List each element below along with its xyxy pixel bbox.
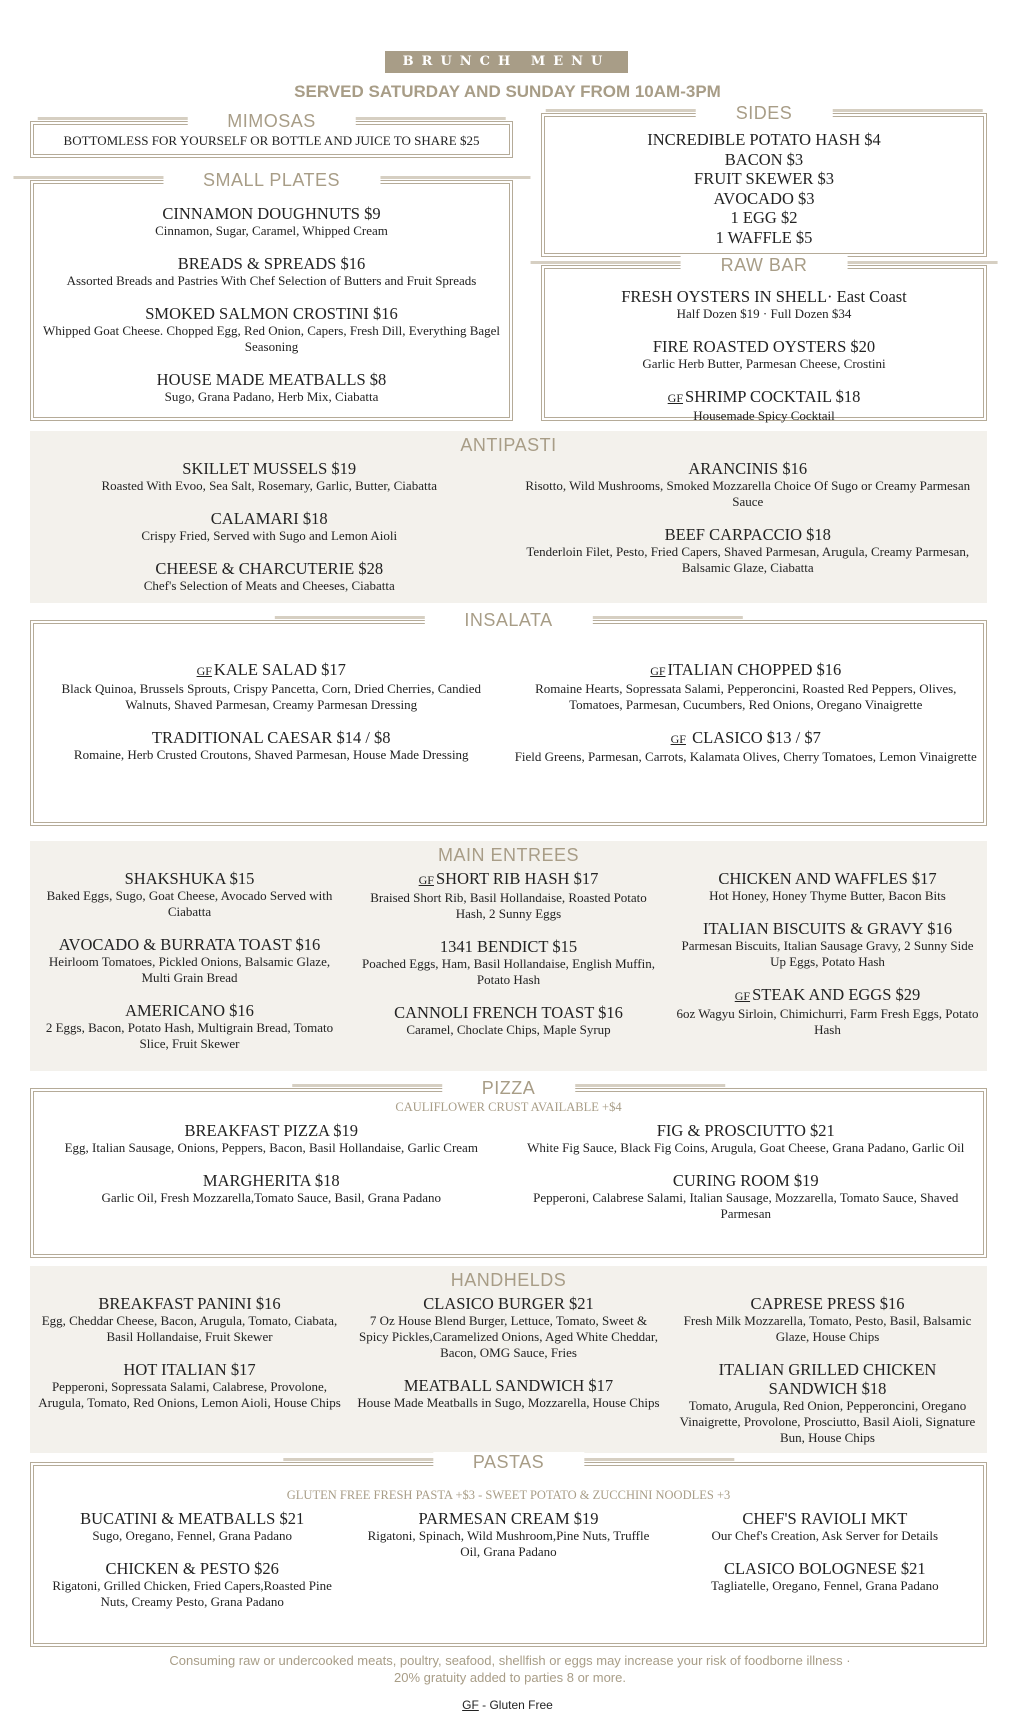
item-title bbox=[515, 525, 982, 544]
item-description: Roasted With Evoo, Sea Salt, Rosemary, Garlic, Butter, Ciabatta bbox=[101, 478, 437, 493]
item-description: Risotto, Wild Mushrooms, Smoked Mozzarella Choice Of Sugo or Creamy Parmesan Sauce bbox=[525, 478, 971, 509]
item-name: FIG & PROSCIUTTO $21 bbox=[656, 1121, 835, 1140]
section-insalata bbox=[30, 610, 987, 826]
item-name: CLASICO BOLOGNESE $21 bbox=[723, 1559, 926, 1578]
menu-columns bbox=[545, 287, 983, 439]
section-pastas bbox=[30, 1452, 987, 1647]
item-description: Romaine Hearts, Sopressata Salami, Pepperoncini, Roasted Red Peppers, Olives, Tomatoes, Parmesan, Cucumbers, Red Onions, Oregano Vinaigrette bbox=[535, 681, 957, 712]
item-title bbox=[551, 387, 977, 408]
served-hours: SERVED SATURDAY AND SUNDAY FROM 10AM-3PM bbox=[294, 82, 721, 101]
item-name: CINNAMON DOUGHNUTS $9 bbox=[162, 204, 381, 223]
item-title bbox=[515, 1171, 978, 1190]
gf-mark: GF bbox=[462, 1698, 479, 1712]
item-description: Assorted Breads and Pastries With Chef Selection of Butters and Fruit Spreads bbox=[66, 273, 477, 288]
section-handhelds bbox=[30, 1266, 987, 1453]
menu-item bbox=[356, 1509, 660, 1560]
section-title: ANTIPASTI bbox=[460, 435, 557, 455]
item-description: Field Greens, Parmesan, Carrots, Kalamata Olives, Cherry Tomatoes, Lemon Vinaigrette bbox=[514, 749, 977, 764]
section-title: SMALL PLATES bbox=[163, 170, 380, 190]
item-title bbox=[36, 935, 343, 954]
side-item: INCREDIBLE POTATO HASH $4 bbox=[647, 130, 881, 149]
menu-item bbox=[40, 370, 503, 405]
mimosas-text: BOTTOMLESS FOR YOURSELF OR BOTTLE AND JUICE TO SHARE $25 bbox=[63, 133, 480, 148]
menu-item bbox=[674, 985, 981, 1038]
menu-item bbox=[515, 525, 982, 576]
item-name: FRESH OYSTERS IN SHELL· East Coast bbox=[621, 287, 907, 306]
side-item: 1 WAFFLE $5 bbox=[715, 227, 813, 247]
item-title bbox=[40, 370, 503, 389]
foodborne-warning: Consuming raw or undercooked meats, poultry, seafood, shellfish or eggs may increase your risk of foodborne illness · bbox=[169, 1653, 851, 1668]
side-item: AVOCADO $3 bbox=[713, 188, 815, 208]
item-name: PARMESAN CREAM $19 bbox=[418, 1509, 599, 1528]
gluten-free-mark: GF bbox=[667, 391, 684, 405]
section-title: MIMOSAS bbox=[187, 111, 356, 131]
item-title bbox=[36, 869, 343, 888]
item-name: CANNOLI FRENCH TOAST $16 bbox=[394, 1003, 623, 1022]
section-main-entrees bbox=[30, 841, 987, 1071]
item-title bbox=[674, 985, 981, 1006]
gf-legend-text: - Gluten Free bbox=[478, 1698, 553, 1712]
item-name: MARGHERITA $18 bbox=[202, 1171, 340, 1190]
item-title bbox=[674, 1360, 981, 1398]
section-title: PASTAS bbox=[433, 1452, 584, 1472]
item-name: BEEF CARPACCIO $18 bbox=[664, 525, 831, 544]
item-description: Half Dozen $19 · Full Dozen $34 bbox=[676, 306, 852, 321]
item-description: Black Quinoa, Brussels Sprouts, Crispy Pancetta, Corn, Dried Cherries, Candied Walnuts, Shaved Parmesan, Creamy Parmesan Dressing bbox=[61, 681, 482, 712]
menu-columns bbox=[34, 1509, 983, 1625]
menu-item bbox=[673, 1509, 977, 1544]
section-sides bbox=[541, 103, 987, 257]
item-name: CHEF'S RAVIOLI MKT bbox=[742, 1509, 908, 1528]
section-title: MAIN ENTREES bbox=[437, 845, 580, 865]
item-description: Our Chef's Creation, Ask Server for Details bbox=[711, 1528, 939, 1543]
section-title: RAW BAR bbox=[681, 255, 848, 275]
menu-item bbox=[355, 869, 662, 922]
item-name: HOUSE MADE MEATBALLS $8 bbox=[156, 370, 387, 389]
menu-column bbox=[34, 204, 509, 420]
item-description: Chef's Selection of Meats and Cheeses, Ciabatta bbox=[143, 578, 395, 593]
item-description: White Fig Sauce, Black Fig Coins, Arugula, Goat Cheese, Grana Padano, Garlic Oil bbox=[527, 1140, 965, 1155]
menu-item bbox=[36, 1294, 343, 1345]
item-title bbox=[36, 459, 503, 478]
item-title bbox=[40, 1509, 344, 1528]
item-name: KALE SALAD $17 bbox=[213, 660, 346, 679]
menu-item bbox=[40, 1121, 503, 1156]
item-name: CLASICO BURGER $21 bbox=[423, 1294, 594, 1313]
item-description: Rigatoni, Spinach, Wild Mushroom,Pine Nuts, Truffle Oil, Grana Padano bbox=[367, 1528, 650, 1559]
item-name: FIRE ROASTED OYSTERS $20 bbox=[652, 337, 876, 356]
item-name: CHICKEN & PESTO $26 bbox=[105, 1559, 279, 1578]
item-name: BREAKFAST PIZZA $19 bbox=[184, 1121, 359, 1140]
brunch-menu-banner: BRUNCH MENU bbox=[385, 51, 628, 73]
item-name: ITALIAN CHOPPED $16 bbox=[667, 660, 842, 679]
gluten-free-mark: GF bbox=[196, 664, 212, 678]
menu-column bbox=[349, 869, 668, 1067]
menu-column bbox=[34, 1121, 509, 1237]
gluten-free-mark: GF bbox=[650, 664, 666, 678]
menu-item bbox=[355, 1294, 662, 1361]
item-title bbox=[515, 459, 982, 478]
section-small-plates bbox=[30, 170, 513, 421]
menu-item bbox=[40, 204, 503, 239]
menu-item bbox=[355, 937, 662, 988]
item-title bbox=[40, 254, 503, 273]
item-name: HOT ITALIAN $17 bbox=[123, 1360, 256, 1379]
menu-item bbox=[40, 728, 503, 763]
menu-item bbox=[36, 459, 503, 494]
item-description: Pepperoni, Calabrese Salami, Italian Sausage, Mozzarella, Tomato Sauce, Shaved Parmesan bbox=[533, 1190, 959, 1221]
item-description: Fresh Milk Mozzarella, Tomato, Pesto, Basil, Balsamic Glaze, House Chips bbox=[683, 1313, 972, 1344]
section-title: INSALATA bbox=[424, 610, 592, 630]
menu-item bbox=[40, 1171, 503, 1206]
item-name: CALAMARI $18 bbox=[210, 509, 328, 528]
item-name: TRADITIONAL CAESAR $14 / $8 bbox=[151, 728, 391, 747]
item-name: SMOKED SALMON CROSTINI $16 bbox=[145, 304, 398, 323]
section-raw-bar bbox=[541, 255, 987, 423]
item-title bbox=[551, 337, 977, 356]
menu-column bbox=[509, 459, 988, 609]
menu-item bbox=[673, 1559, 977, 1594]
item-description: Poached Eggs, Ham, Basil Hollandaise, English Muffin, Potato Hash bbox=[362, 956, 655, 987]
item-title bbox=[40, 660, 503, 681]
menu-item bbox=[36, 509, 503, 544]
item-title bbox=[674, 869, 981, 888]
item-description: 6oz Wagyu Sirloin, Chimichurri, Farm Fresh Eggs, Potato Hash bbox=[676, 1006, 979, 1037]
item-title bbox=[355, 1376, 662, 1395]
item-description: Baked Eggs, Sugo, Goat Cheese, Avocado Served with Ciabatta bbox=[46, 888, 333, 919]
menu-item bbox=[40, 1559, 344, 1610]
menu-column bbox=[668, 1294, 987, 1461]
item-name: MEATBALL SANDWICH $17 bbox=[403, 1376, 614, 1395]
item-title bbox=[674, 1294, 981, 1313]
item-title bbox=[36, 1294, 343, 1313]
item-name: CURING ROOM $19 bbox=[672, 1171, 819, 1190]
item-description: Caramel, Choclate Chips, Maple Syrup bbox=[406, 1022, 611, 1037]
item-description: Tagliatelle, Oregano, Fennel, Grana Padano bbox=[711, 1578, 939, 1593]
menu-item bbox=[515, 728, 978, 765]
item-description: Romaine, Herb Crusted Croutons, Shaved Parmesan, House Made Dressing bbox=[73, 747, 469, 762]
footer bbox=[40, 1652, 980, 1686]
section-title: SIDES bbox=[696, 103, 833, 123]
item-name: BREAKFAST PANINI $16 bbox=[98, 1294, 281, 1313]
menu-columns bbox=[34, 1121, 983, 1237]
item-name: BUCATINI & MEATBALLS $21 bbox=[80, 1509, 305, 1528]
menu-item bbox=[40, 304, 503, 355]
menu-column bbox=[350, 1509, 666, 1625]
item-name: CAPRESE PRESS $16 bbox=[750, 1294, 905, 1313]
menu-item bbox=[551, 287, 977, 322]
item-title bbox=[673, 1509, 977, 1528]
gratuity-note: 20% gratuity added to parties 8 or more. bbox=[394, 1670, 626, 1685]
item-title bbox=[355, 1003, 662, 1022]
item-description: Egg, Cheddar Cheese, Bacon, Arugula, Tomato, Ciabata, Basil Hollandaise, Fruit Skewer bbox=[41, 1313, 338, 1344]
menu-item bbox=[36, 1360, 343, 1411]
item-name: STEAK AND EGGS $29 bbox=[752, 985, 921, 1004]
menu-column bbox=[30, 869, 349, 1067]
item-description: House Made Meatballs in Sugo, Mozzarella, House Chips bbox=[357, 1395, 660, 1410]
item-description: Whipped Goat Cheese. Chopped Egg, Red Onion, Capers, Fresh Dill, Everything Bagel Seasoning bbox=[42, 323, 501, 354]
menu-item bbox=[674, 919, 981, 970]
menu-column bbox=[509, 1121, 984, 1237]
item-description: Egg, Italian Sausage, Onions, Peppers, Bacon, Basil Hollandaise, Garlic Cream bbox=[64, 1140, 478, 1155]
item-title bbox=[355, 1294, 662, 1313]
menu-item bbox=[551, 337, 977, 372]
gluten-free-mark: GF bbox=[670, 732, 686, 746]
menu-item bbox=[551, 387, 977, 424]
item-name: CLASICO $13 / $7 bbox=[687, 728, 821, 747]
item-description: 2 Eggs, Bacon, Potato Hash, Multigrain Bread, Tomato Slice, Fruit Skewer bbox=[45, 1020, 334, 1051]
item-description: Cinnamon, Sugar, Caramel, Whipped Cream bbox=[155, 223, 388, 238]
item-description: Tomato, Arugula, Red Onion, Pepperoncini, Oregano Vinaigrette, Provolone, Prosciutto, Basil Aioli, Signature Bun, House Chips bbox=[679, 1398, 976, 1445]
menu-column bbox=[34, 660, 509, 780]
item-name: SHRIMP COCKTAIL $18 bbox=[685, 387, 861, 406]
item-name: AMERICANO $16 bbox=[125, 1001, 254, 1020]
menu-item bbox=[674, 1360, 981, 1446]
menu-column bbox=[34, 1509, 350, 1625]
menu-item bbox=[40, 254, 503, 289]
item-description: Crispy Fried, Served with Sugo and Lemon Aioli bbox=[141, 528, 398, 543]
menu-item bbox=[36, 935, 343, 986]
item-description: Rigatoni, Grilled Chicken, Fried Capers,Roasted Pine Nuts, Creamy Pesto, Grana Padano bbox=[52, 1578, 332, 1609]
gf-legend bbox=[0, 1698, 1015, 1712]
menu-item bbox=[674, 1294, 981, 1345]
menu-item bbox=[36, 1001, 343, 1052]
menu-columns bbox=[30, 1294, 987, 1461]
menu-item bbox=[515, 660, 978, 713]
item-title bbox=[674, 919, 981, 938]
item-name: SHORT RIB HASH $17 bbox=[435, 869, 599, 888]
menu-columns bbox=[30, 459, 987, 609]
menu-columns bbox=[34, 660, 983, 780]
menu-item bbox=[40, 1509, 344, 1544]
item-title bbox=[355, 937, 662, 956]
menu-item bbox=[515, 1121, 978, 1156]
item-title bbox=[36, 1360, 343, 1379]
item-description: Hot Honey, Honey Thyme Butter, Bacon Bits bbox=[709, 888, 946, 903]
menu-column bbox=[30, 1294, 349, 1461]
item-description: 7 Oz House Blend Burger, Lettuce, Tomato, Sweet & Spicy Pickles,Caramelized Onions, Aged White Cheddar, Bacon, OMG Sauce, Fries bbox=[359, 1313, 658, 1360]
menu-item bbox=[36, 869, 343, 920]
side-item: 1 EGG $2 bbox=[730, 208, 798, 227]
item-description: Pepperoni, Sopressata Salami, Calabrese, Provolone, Arugula, Tomato, Red Onions, Lemon Aioli, House Chips bbox=[38, 1379, 341, 1410]
section-subtitle: GLUTEN FREE FRESH PASTA +$3 - SWEET POTATO & ZUCCHINI NOODLES +3 bbox=[286, 1488, 731, 1502]
item-description: Garlic Oil, Fresh Mozzarella,Tomato Sauce, Basil, Grana Padano bbox=[101, 1190, 441, 1205]
item-name: ITALIAN BISCUITS & GRAVY $16 bbox=[703, 919, 952, 938]
item-description: Tenderloin Filet, Pesto, Fried Capers, Shaved Parmesan, Arugula, Creamy Parmesan, Balsamic Glaze, Ciabatta bbox=[526, 544, 970, 575]
item-name: BREADS & SPREADS $16 bbox=[177, 254, 366, 273]
item-title bbox=[515, 660, 978, 681]
gluten-free-mark: GF bbox=[418, 873, 434, 887]
item-title bbox=[40, 1171, 503, 1190]
item-title bbox=[40, 1121, 503, 1140]
section-title: PIZZA bbox=[442, 1078, 576, 1098]
item-name: 1341 BENDICT $15 bbox=[439, 937, 578, 956]
gluten-free-mark: GF bbox=[734, 989, 751, 1003]
menu-column bbox=[349, 1294, 668, 1461]
item-title bbox=[40, 204, 503, 223]
item-title bbox=[40, 728, 503, 747]
item-description: Sugo, Oregano, Fennel, Grana Padano bbox=[92, 1528, 292, 1543]
item-title bbox=[355, 869, 662, 890]
item-name: AVOCADO & BURRATA TOAST $16 bbox=[58, 935, 321, 954]
item-title bbox=[40, 304, 503, 323]
menu-columns bbox=[34, 204, 509, 420]
item-description: Parmesan Biscuits, Italian Sausage Gravy, 2 Sunny Side Up Eggs, Potato Hash bbox=[681, 938, 974, 969]
item-title bbox=[36, 509, 503, 528]
item-title bbox=[36, 1001, 343, 1020]
section-mimosas bbox=[30, 111, 513, 158]
item-name: CHICKEN AND WAFFLES $17 bbox=[718, 869, 937, 888]
item-name: ITALIAN GRILLED CHICKEN SANDWICH $18 bbox=[718, 1360, 937, 1398]
menu-columns bbox=[30, 869, 987, 1067]
section-title: HANDHELDS bbox=[450, 1270, 567, 1290]
item-name: ARANCINIS $16 bbox=[688, 459, 808, 478]
menu-item bbox=[674, 869, 981, 904]
menu-item bbox=[40, 660, 503, 713]
menu-item bbox=[36, 559, 503, 594]
side-item: BACON $3 bbox=[724, 149, 804, 169]
item-title bbox=[40, 1559, 344, 1578]
item-title bbox=[673, 1559, 977, 1578]
item-description: Sugo, Grana Padano, Herb Mix, Ciabatta bbox=[164, 389, 379, 404]
menu-item bbox=[515, 459, 982, 510]
menu-item bbox=[355, 1003, 662, 1038]
menu-column bbox=[545, 287, 983, 439]
item-description: Braised Short Rib, Basil Hollandaise, Roasted Potato Hash, 2 Sunny Eggs bbox=[370, 890, 647, 921]
item-title bbox=[515, 728, 978, 749]
menu-column bbox=[509, 660, 984, 780]
item-name: SKILLET MUSSELS $19 bbox=[182, 459, 357, 478]
section-subtitle: CAULIFLOWER CRUST AVAILABLE +$4 bbox=[395, 1100, 622, 1114]
item-name: CHEESE & CHARCUTERIE $28 bbox=[155, 559, 384, 578]
section-pizza bbox=[30, 1078, 987, 1258]
item-name: SHAKSHUKA $15 bbox=[124, 869, 255, 888]
item-description: Garlic Herb Butter, Parmesan Cheese, Crostini bbox=[642, 356, 886, 371]
item-title bbox=[36, 559, 503, 578]
section-antipasti bbox=[30, 431, 987, 603]
item-title bbox=[515, 1121, 978, 1140]
item-description: Heirloom Tomatoes, Pickled Onions, Balsamic Glaze, Multi Grain Bread bbox=[48, 954, 331, 985]
menu-column bbox=[668, 869, 987, 1067]
item-description: Housemade Spicy Cocktail bbox=[693, 408, 835, 423]
item-title bbox=[551, 287, 977, 306]
menu-column bbox=[30, 459, 509, 609]
item-title bbox=[356, 1509, 660, 1528]
side-item: FRUIT SKEWER $3 bbox=[694, 169, 834, 188]
menu-column bbox=[667, 1509, 983, 1625]
menu-item bbox=[355, 1376, 662, 1411]
menu-item bbox=[515, 1171, 978, 1222]
